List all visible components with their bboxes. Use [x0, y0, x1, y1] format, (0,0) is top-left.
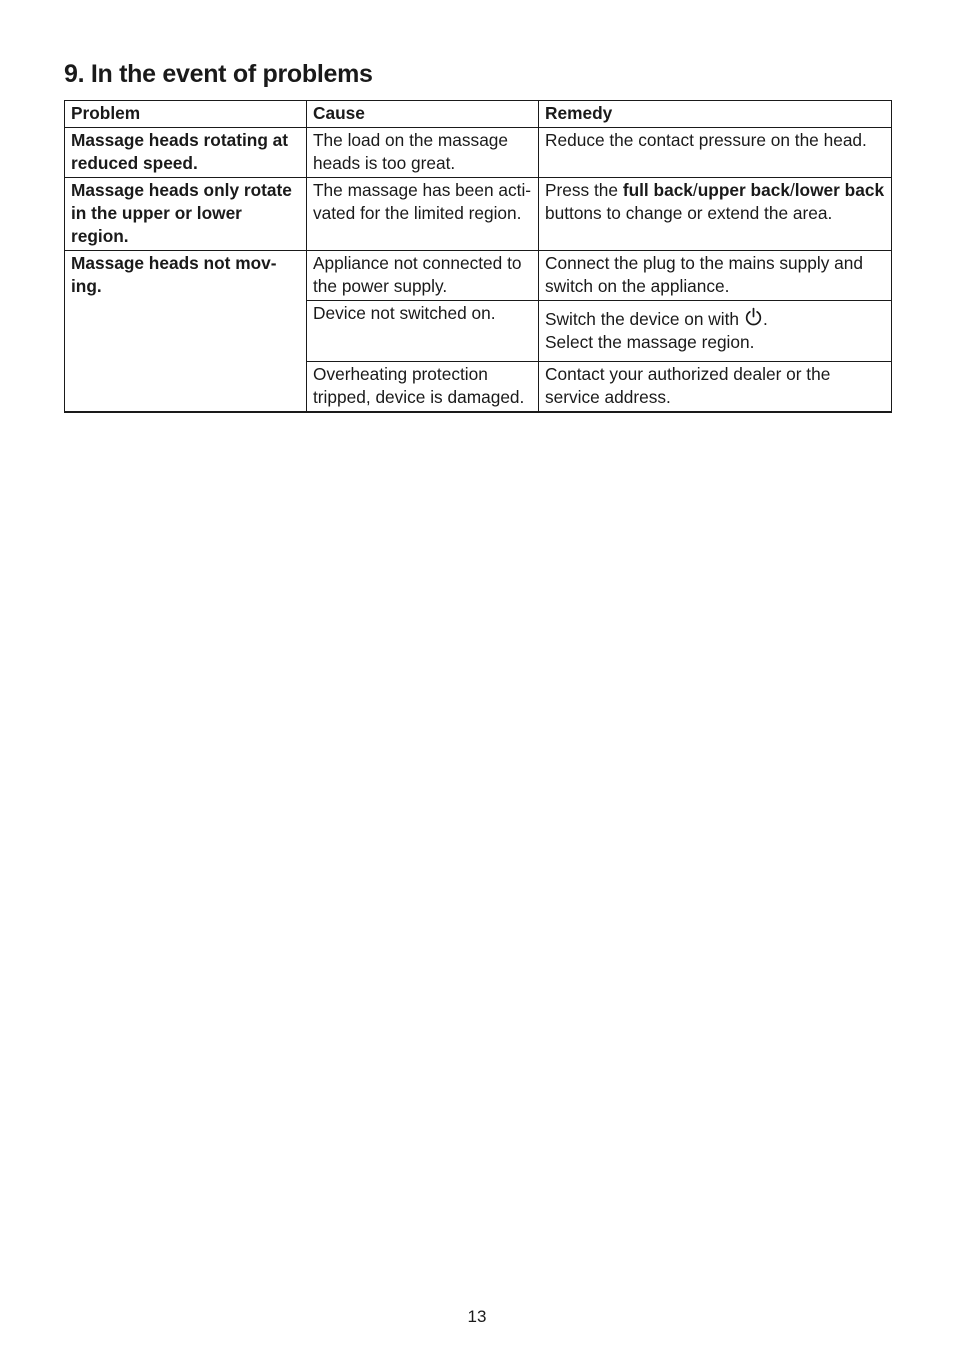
- table-row: [65, 128, 892, 178]
- table-header-row: [65, 101, 892, 128]
- cause-cell: The massage has been acti-vated for the limited region.: [307, 178, 539, 251]
- upper-back-button-label: upper back: [697, 180, 790, 200]
- header-remedy: Remedy: [539, 101, 892, 128]
- power-icon: [744, 307, 763, 327]
- problem-cell: Massage heads only rotate in the upper or lower region.: [65, 178, 307, 251]
- separator: /: [692, 180, 698, 200]
- remedy-text-suffix: .: [763, 309, 768, 329]
- page-number: 13: [467, 1307, 487, 1326]
- page-title: 9. In the event of problems: [64, 60, 373, 88]
- remedy-text-prefix: Switch the device on with: [545, 309, 740, 329]
- remedy-cell: [539, 301, 892, 362]
- cause-cell: Overheating protection tripped, device is damaged.: [307, 362, 539, 413]
- remedy-text-prefix: Press the: [545, 180, 623, 200]
- problem-cell: Massage heads rotating at reduced speed.: [65, 128, 307, 178]
- header-cause: Cause: [307, 101, 539, 128]
- table-row: [65, 178, 892, 251]
- cause-cell: The load on the massage heads is too great.: [307, 128, 539, 178]
- remedy-text-line2: Select the massage region.: [545, 332, 755, 352]
- cause-cell: Appliance not connected to the power supply.: [307, 251, 539, 301]
- cause-cell: Device not switched on.: [307, 301, 539, 362]
- remedy-cell: Connect the plug to the mains supply and switch on the appliance.: [539, 251, 892, 301]
- lower-back-button-label: lower back: [794, 180, 885, 200]
- table-row: [65, 251, 892, 301]
- remedy-cell: Contact your authorized dealer or the service address.: [539, 362, 892, 413]
- remedy-text-suffix: buttons to change or extend the area.: [545, 203, 833, 223]
- remedy-cell: [539, 178, 892, 251]
- header-problem: Problem: [65, 101, 307, 128]
- separator: /: [789, 180, 795, 200]
- full-back-button-label: full back: [622, 180, 693, 200]
- troubleshooting-table: [64, 100, 892, 413]
- problem-cell: Massage heads not mov-ing.: [65, 251, 307, 413]
- remedy-cell: Reduce the contact pressure on the head.: [539, 128, 892, 178]
